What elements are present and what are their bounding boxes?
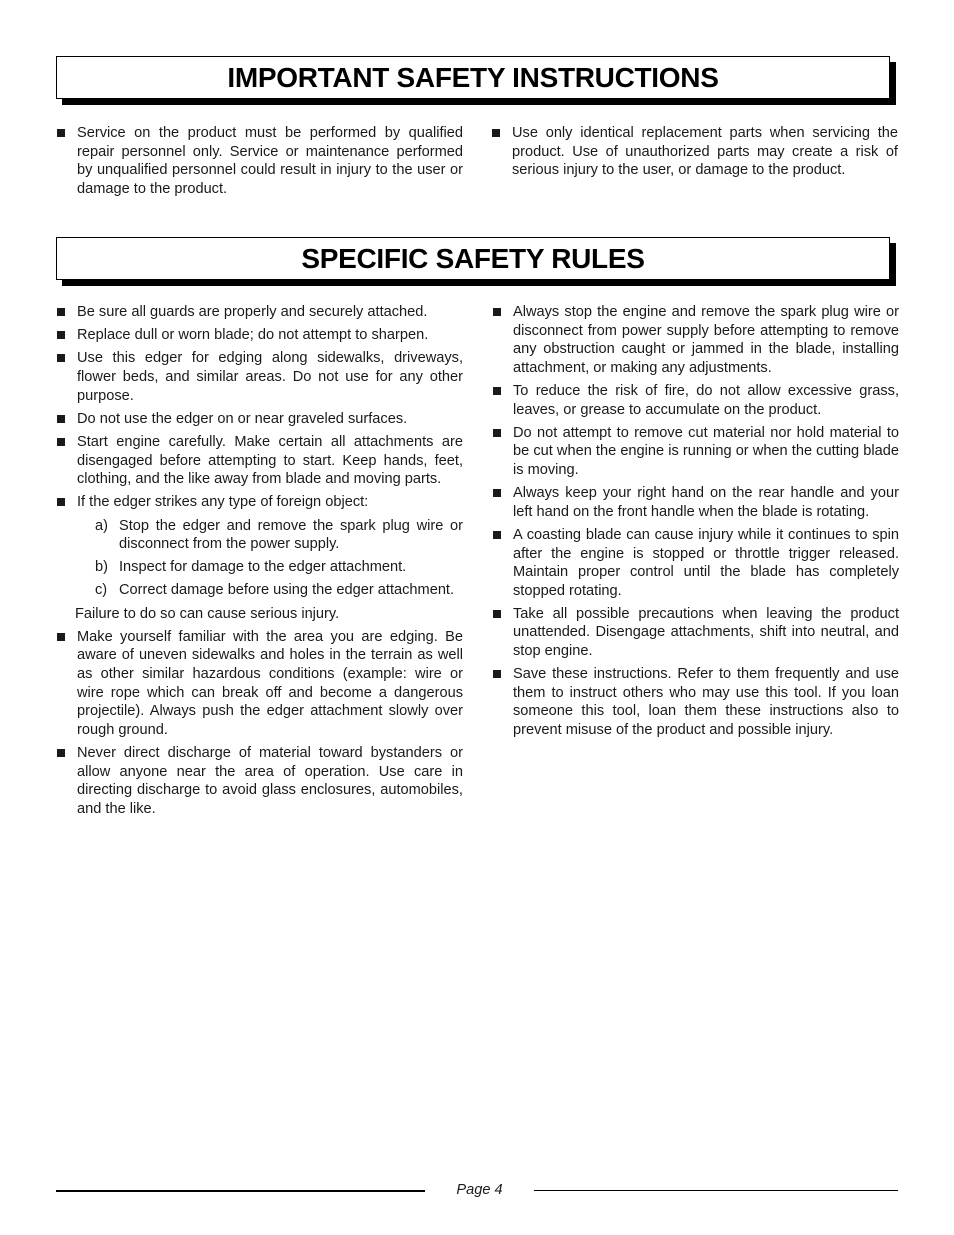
square-bullet-icon [57, 331, 65, 339]
list-item: Replace dull or worn blade; do not attempt to sharpen. [56, 326, 463, 345]
foreign-object-note: Failure to do so can cause serious injury. [75, 605, 340, 622]
list-item: Make yourself familiar with the area you are edging. Be aware of uneven sidewalks and holes in the terrain as well as other similar hazardous conditions (example: wire or wire rope which can break off and become a dangerous projectile). Always push the edger attachment slowly over rough ground. [56, 628, 463, 740]
sub-list-item: a) Stop the edger and remove the spark plug wire or disconnect from the power supply. [95, 517, 463, 553]
important-safety-title: IMPORTANT SAFETY INSTRUCTIONS [227, 61, 719, 93]
square-bullet-icon [57, 308, 65, 316]
square-bullet-icon [493, 610, 501, 618]
important-right-column [491, 124, 898, 180]
square-bullet-icon [57, 633, 65, 641]
list-item: Save these instructions. Refer to them frequently and use them to instruct others who may use this tool. If you loan someone this tool, loan them these instructions also to prevent misuse of the product and possible injury. [492, 665, 899, 739]
rules-left-column [56, 303, 463, 818]
important-left-column [56, 124, 463, 198]
square-bullet-icon [493, 670, 501, 678]
square-bullet-icon [493, 489, 501, 497]
list-item: To reduce the risk of fire, do not allow excessive grass, leaves, or grease to accumulate on the product. [492, 382, 899, 419]
list-item: Do not attempt to remove cut material nor hold material to be cut when the engine is running or when the cutting blade is moving. [492, 424, 899, 480]
foreign-object-steps [77, 517, 463, 601]
square-bullet-icon [492, 129, 500, 137]
square-bullet-icon [57, 354, 65, 362]
list-item: Always keep your right hand on the rear handle and your left hand on the front handle when the blade is rotating. [492, 484, 899, 521]
footer-rule-right [534, 1190, 898, 1191]
list-item: Use this edger for edging along sidewalks, driveways, flower beds, and similar areas. Do not use for any other purpose. [56, 349, 463, 405]
list-item: Always stop the engine and remove the spark plug wire or disconnect from power supply before attempting to remove any obstruction caught or jammed in the blade, installing attachment, or making any adjustments. [492, 303, 899, 377]
sub-list-item: c) Correct damage before using the edger attachment. [95, 582, 455, 599]
list-item: Never direct discharge of material toward bystanders or allow anyone near the area of operation. Use care in directing discharge to avoid glass enclosures, automobiles, and the like. [56, 744, 463, 818]
square-bullet-icon [493, 429, 501, 437]
list-item: If the edger strikes any type of foreign object: a) Stop the edger and remove the spark plug wire or disconnect from the power supply. b) Inspect for damage to the edger attachment. c) Correct damage before using the edger attachment. Failure to do so can cause serious injury. [56, 493, 463, 623]
square-bullet-icon [493, 387, 501, 395]
square-bullet-icon [57, 749, 65, 757]
sub-list-item: b) Inspect for damage to the edger attachment. [95, 559, 407, 576]
list-item: Take all possible precautions when leaving the product unattended. Disengage attachments, shift into neutral, and stop engine. [492, 605, 899, 661]
square-bullet-icon [57, 438, 65, 446]
list-item: Use only identical replacement parts when servicing the product. Use of unauthorized parts may create a risk of serious injury to the user, or damage to the product. [491, 124, 898, 180]
page-number: Page 4 [456, 1182, 503, 1198]
important-safety-banner [56, 56, 890, 99]
list-item: Do not use the edger on or near graveled surfaces. [56, 410, 463, 429]
square-bullet-icon [57, 415, 65, 423]
square-bullet-icon [493, 531, 501, 539]
footer-rule-left [56, 1190, 425, 1192]
specific-safety-title: SPECIFIC SAFETY RULES [301, 242, 645, 274]
list-item: A coasting blade can cause injury while it continues to spin after the engine is stopped or throttle trigger released. Maintain proper control until the blade has completely stopped rotating. [492, 526, 899, 600]
specific-safety-banner [56, 237, 890, 280]
rules-right-column [492, 303, 899, 740]
list-item: Start engine carefully. Make certain all attachments are disengaged before attempting to start. Keep hands, feet, clothing, and the like away from blade and moving parts. [56, 433, 463, 489]
square-bullet-icon [493, 308, 501, 316]
list-item: Service on the product must be performed by qualified repair personnel only. Service or maintenance performed by unqualified personnel could result in injury to the user or damage to the product. [56, 124, 463, 198]
list-item: Be sure all guards are properly and securely attached. [56, 303, 463, 322]
square-bullet-icon [57, 129, 65, 137]
square-bullet-icon [57, 498, 65, 506]
